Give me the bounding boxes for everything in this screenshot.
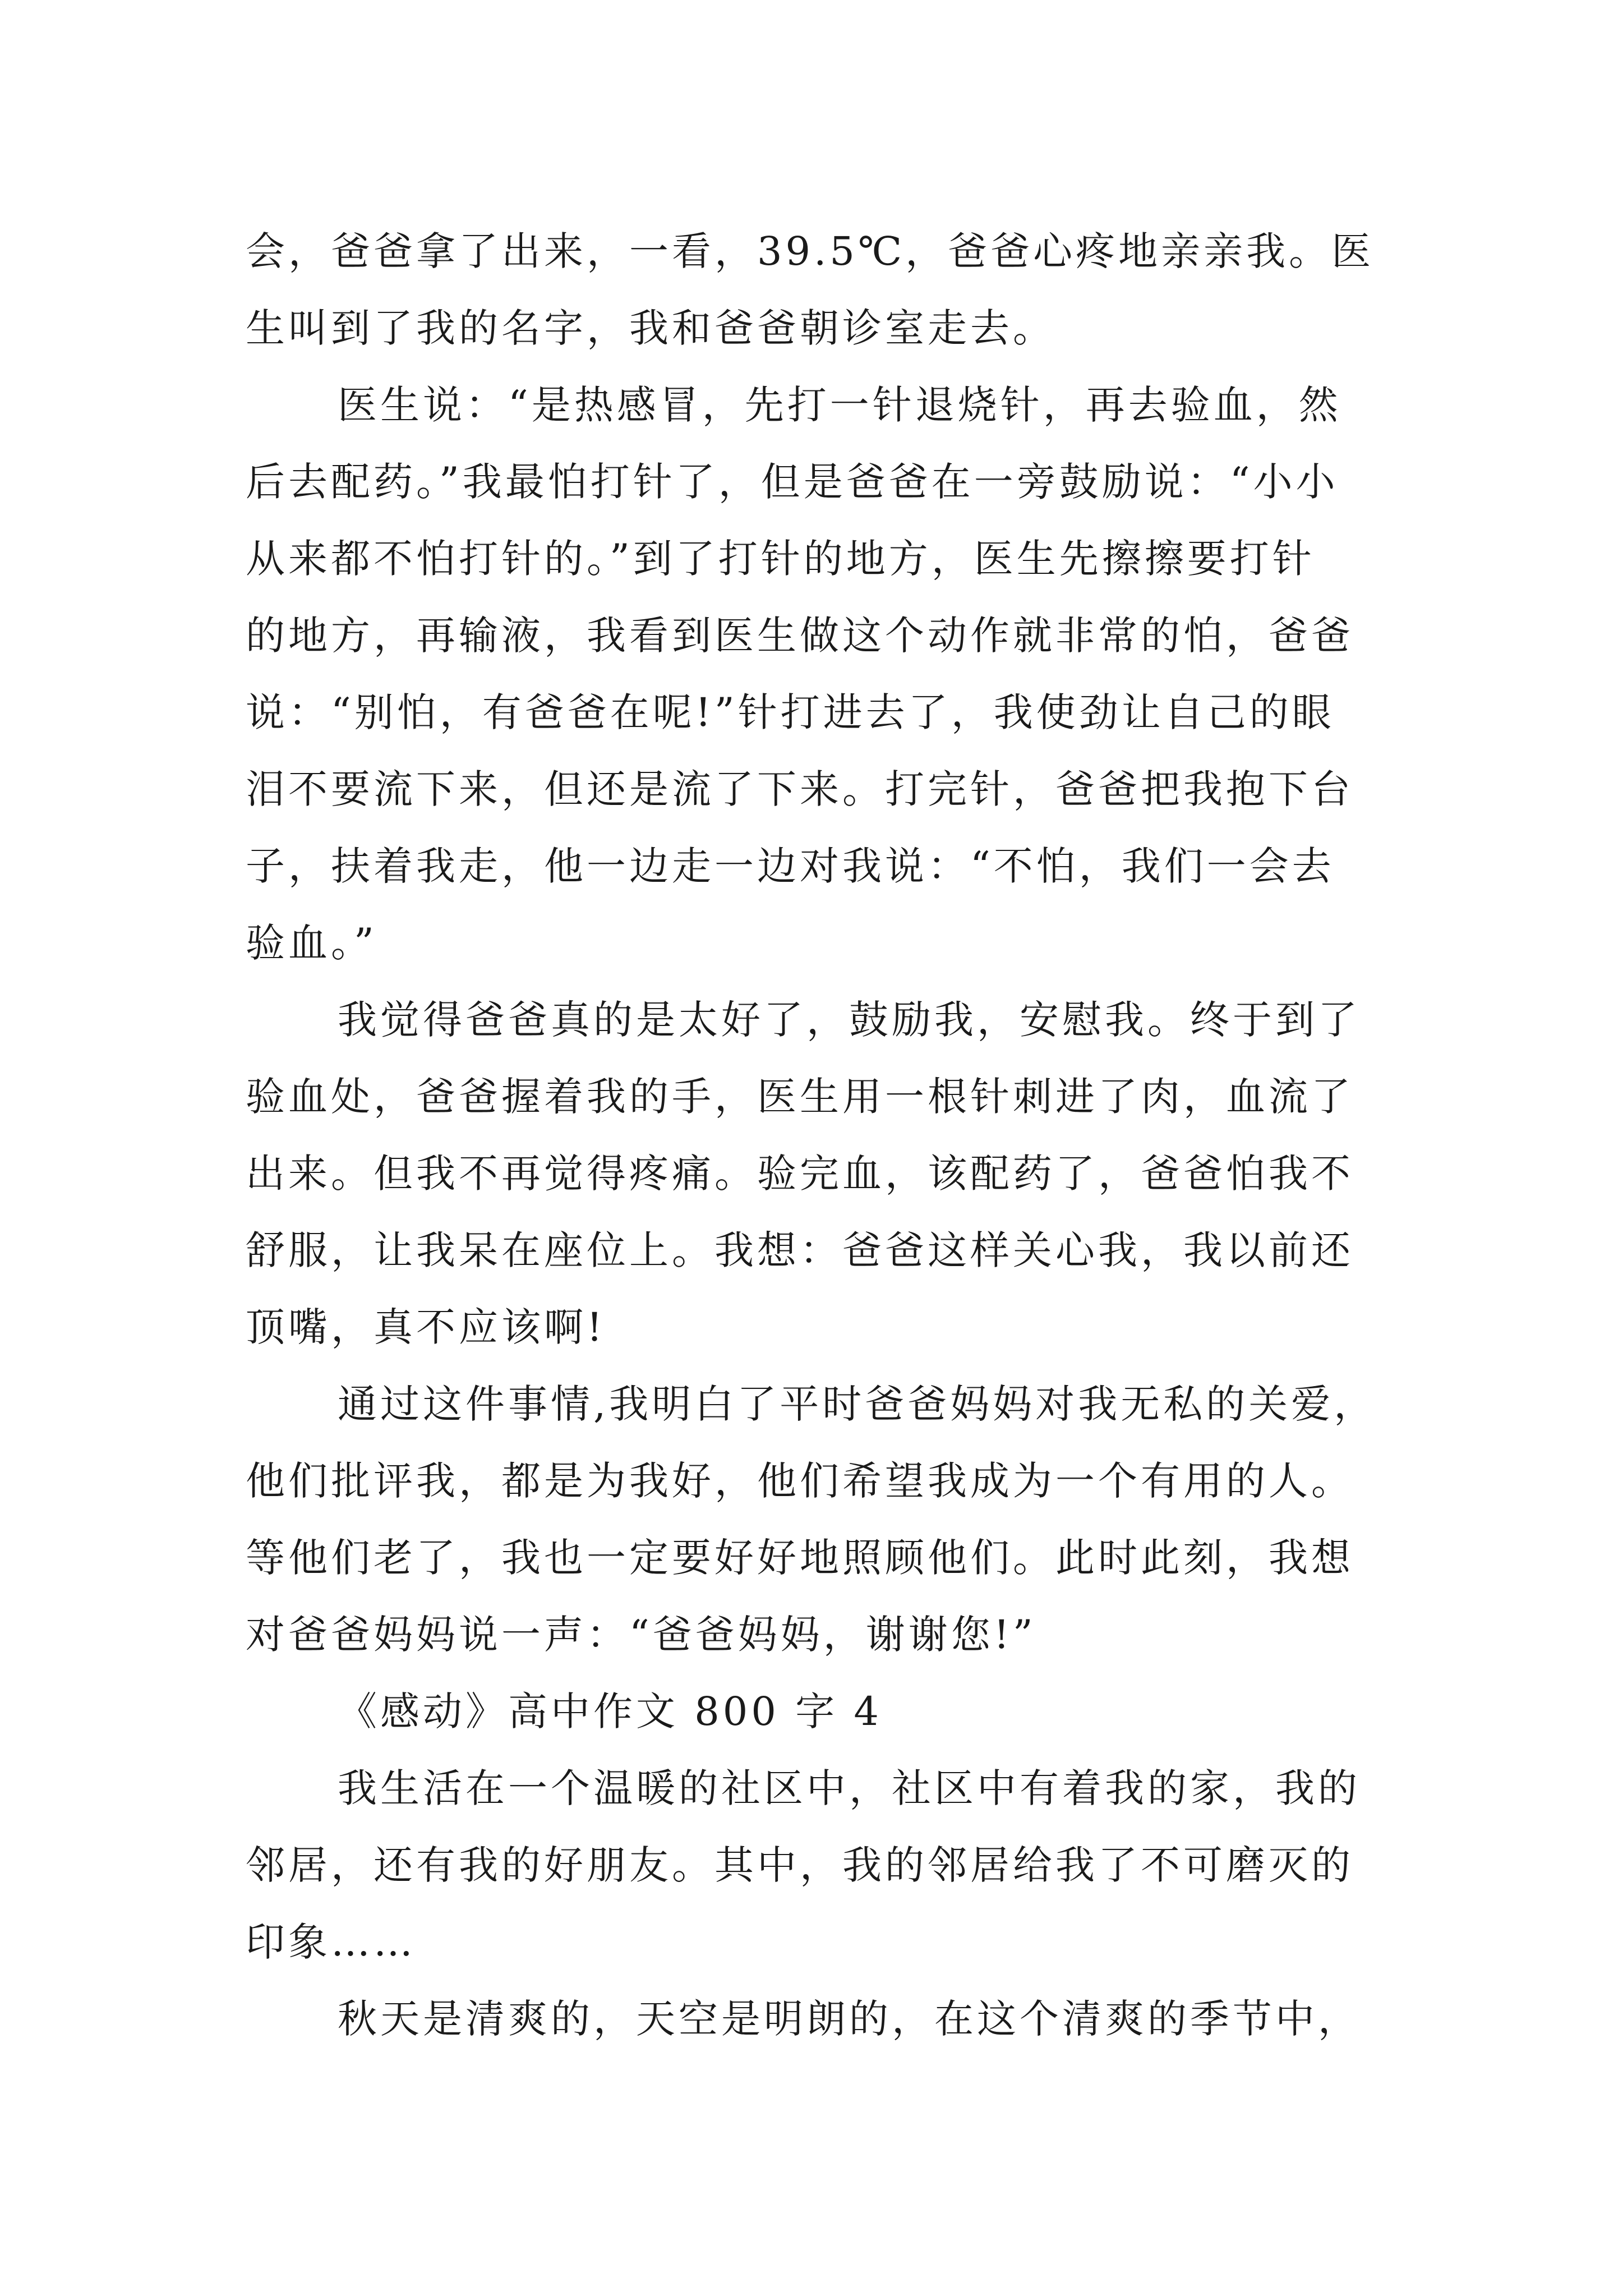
text-line-14: 舒服，让我呆在座位上。我想：爸爸这样关心我，我以前还: [246, 1227, 1354, 1273]
text-line-15: 顶嘴，真不应该啊!: [246, 1304, 606, 1350]
section-heading: 《感动》高中作文 800 字 4: [338, 1688, 882, 1734]
text-line-18: 等他们老了，我也一定要好好地照顾他们。此时此刻，我想: [246, 1535, 1354, 1581]
text-line-12: 验血处，爸爸握着我的手，医生用一根针刺进了肉，血流了: [246, 1074, 1354, 1120]
text-line-7: 说：“别怕，有爸爸在呢!”针打进去了，我使劲让自己的眼: [246, 689, 1335, 735]
text-line-19: 对爸爸妈妈说一声：“爸爸妈妈，谢谢您!”: [246, 1612, 1036, 1658]
document-page: [246, 213, 1390, 2058]
text-line-16: 通过这件事情,我明白了平时爸爸妈妈对我无私的关爱，: [338, 1381, 1377, 1427]
text-line-24: 秋天是清爽的，天空是明朗的，在这个清爽的季节中，: [338, 1996, 1361, 2042]
text-line-5: 从来都不怕打针的。”到了打针的地方，医生先擦擦要打针: [246, 536, 1315, 582]
text-line-1: 会，爸爸拿了出来，一看，39.5℃，爸爸心疼地亲亲我。医: [246, 228, 1375, 274]
text-line-10: 验血。”: [246, 920, 377, 966]
text-line-6: 的地方，再输液，我看到医生做这个动作就非常的怕，爸爸: [246, 613, 1354, 659]
text-line-23: 印象……: [246, 1919, 416, 1965]
text-line-8: 泪不要流下来，但还是流了下来。打完针，爸爸把我抱下台: [246, 766, 1354, 812]
text-line-2: 生叫到了我的名字，我和爸爸朝诊室走去。: [246, 305, 1055, 351]
text-line-4: 后去配药。”我最怕打针了，但是爸爸在一旁鼓励说：“小小: [246, 459, 1339, 505]
text-line-21: 我生活在一个温暖的社区中，社区中有着我的家，我的: [338, 1765, 1361, 1811]
text-line-17: 他们批评我，都是为我好，他们希望我成为一个有用的人。: [246, 1458, 1354, 1504]
text-line-3: 医生说：“是热感冒，先打一针退烧针，再去验血，然: [338, 382, 1341, 428]
text-line-9: 子，扶着我走，他一边走一边对我说：“不怕，我们一会去: [246, 843, 1335, 889]
text-line-22: 邻居，还有我的好朋友。其中，我的邻居给我了不可磨灭的: [246, 1842, 1354, 1888]
text-line-13: 出来。但我不再觉得疼痛。验完血，该配药了，爸爸怕我不: [246, 1151, 1354, 1197]
text-line-11: 我觉得爸爸真的是太好了，鼓励我，安慰我。终于到了: [338, 997, 1361, 1043]
